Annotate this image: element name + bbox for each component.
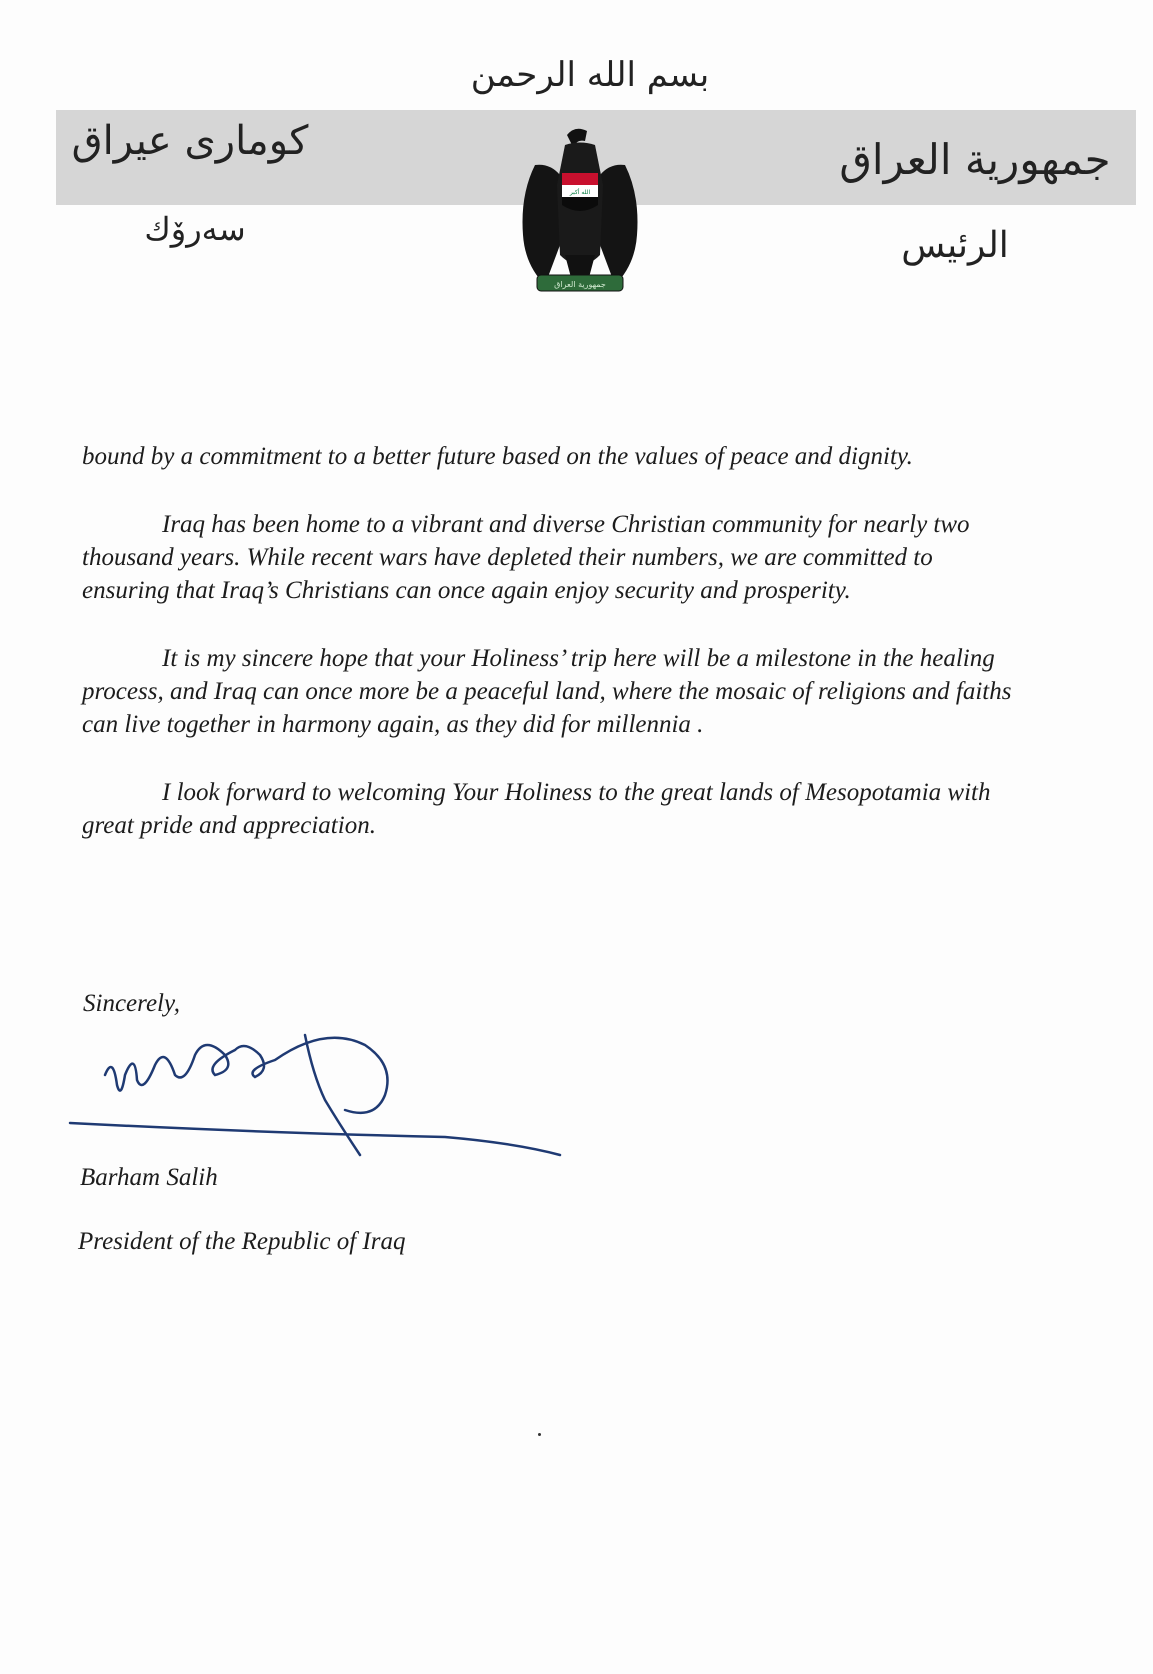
emblem-banner: جمهورية العراق (554, 280, 606, 289)
signer-name: Barham Salih (80, 1164, 218, 1191)
kurdish-title: كوماری عیراق (71, 118, 309, 164)
arabic-title: جمهورية العراق (839, 135, 1111, 184)
kurdish-subtitle: سەرۆك (144, 210, 246, 248)
paragraph-welcome: I look forward to welcoming Your Holiness to the great lands of Mesopotamia with great pride and appreciation. (82, 779, 991, 839)
letter-body (82, 440, 1012, 877)
paragraph-sincere-hope: It is my sincere hope that your Holiness’ trip here will be a milestone in the healing process, and Iraq can once more be a peaceful land, where the mosaic of religions and faiths can live together in harmony again, as they did for millennia . (82, 645, 1012, 738)
paragraph-christian-community: Iraq has been home to a vibrant and diverse Christian community for nearly two thousand years. While recent wars have depleted their numbers, we are committed to ensuring that Iraq’s Christians can once again enjoy security and prosperity. (82, 511, 970, 604)
paragraph-continuation: bound by a commitment to a better future based on the values of peace and dignity. (82, 443, 913, 470)
signer-title: President of the Republic of Iraq (78, 1228, 406, 1255)
arabic-subtitle: الرئيس (901, 225, 1009, 266)
eagle-emblem-icon (515, 125, 645, 305)
paper-speck (538, 1433, 541, 1436)
basmala-heading: بسم الله الرحمن (470, 55, 710, 95)
closing-salutation: Sincerely, (83, 990, 180, 1017)
emblem-motto: الله أكبر (569, 189, 591, 196)
